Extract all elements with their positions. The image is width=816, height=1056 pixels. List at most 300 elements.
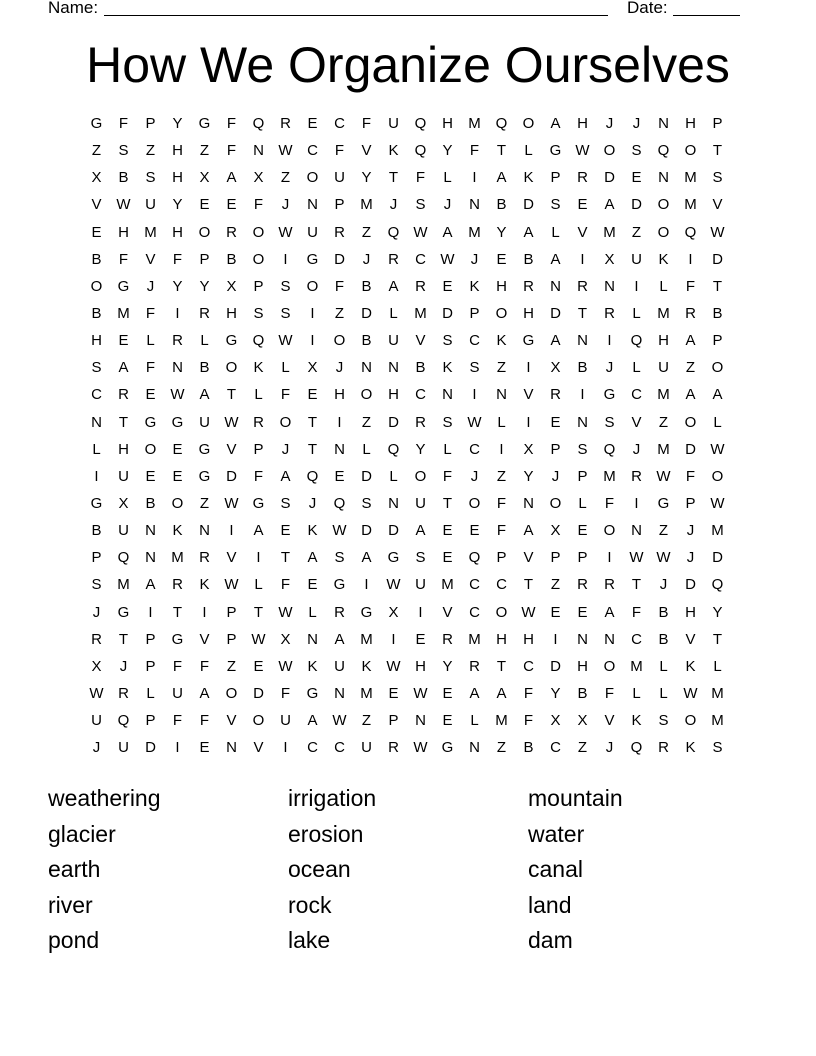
grid-letter[interactable]: G [225, 332, 238, 350]
grid-letter[interactable]: S [280, 494, 291, 512]
grid-letter[interactable]: P [334, 196, 345, 214]
grid-letter[interactable]: G [549, 142, 562, 160]
grid-letter[interactable]: V [415, 332, 426, 350]
grid-letter[interactable]: N [442, 386, 453, 404]
grid-letter[interactable]: U [334, 169, 345, 187]
grid-letter[interactable]: G [333, 576, 346, 594]
name-blank-line[interactable] [104, 15, 608, 16]
grid-letter[interactable]: D [712, 250, 723, 268]
grid-letter[interactable]: O [90, 277, 103, 295]
grid-letter[interactable]: A [415, 522, 426, 540]
grid-letter[interactable]: F [334, 277, 345, 295]
date-blank-line[interactable] [673, 15, 740, 16]
grid-letter[interactable]: E [415, 630, 426, 648]
grid-letter[interactable]: L [659, 277, 668, 295]
grid-letter[interactable]: I [229, 522, 234, 540]
grid-letter[interactable]: W [521, 603, 536, 621]
grid-letter[interactable]: D [361, 522, 372, 540]
grid-letter[interactable]: S [280, 277, 291, 295]
grid-letter[interactable]: F [604, 684, 615, 702]
grid-letter[interactable]: N [253, 142, 264, 160]
grid-letter[interactable]: C [523, 657, 534, 675]
grid-letter[interactable]: J [281, 196, 290, 214]
grid-letter[interactable]: G [198, 467, 211, 485]
grid-letter[interactable]: W [278, 657, 293, 675]
grid-letter[interactable]: O [171, 494, 184, 512]
grid-letter[interactable]: T [712, 142, 723, 160]
grid-letter[interactable]: I [472, 169, 477, 187]
grid-letter[interactable]: A [199, 386, 210, 404]
grid-letter[interactable]: Q [306, 467, 319, 485]
grid-letter[interactable]: J [92, 739, 101, 757]
grid-letter[interactable]: R [442, 630, 453, 648]
grid-letter[interactable]: C [415, 250, 426, 268]
grid-letter[interactable]: F [253, 196, 264, 214]
grid-letter[interactable]: I [580, 250, 585, 268]
grid-letter[interactable]: Z [361, 712, 372, 730]
grid-letter[interactable]: U [631, 250, 642, 268]
grid-letter[interactable]: Z [334, 304, 345, 322]
grid-letter[interactable]: E [172, 440, 183, 458]
grid-letter[interactable]: O [522, 115, 535, 132]
grid-letter[interactable]: Y [172, 277, 183, 295]
grid-letter[interactable]: B [658, 603, 669, 621]
grid-letter[interactable]: L [389, 304, 398, 322]
grid-letter[interactable]: P [685, 494, 696, 512]
grid-letter[interactable]: M [657, 304, 670, 322]
grid-letter[interactable]: J [605, 739, 614, 757]
grid-letter[interactable]: H [658, 332, 669, 350]
grid-letter[interactable]: L [470, 712, 479, 730]
grid-letter[interactable]: R [577, 277, 588, 295]
grid-letter[interactable]: H [415, 657, 426, 675]
grid-letter[interactable]: E [307, 115, 318, 132]
grid-letter[interactable]: D [631, 196, 642, 214]
grid-letter[interactable]: T [442, 494, 453, 512]
grid-letter[interactable]: G [441, 739, 454, 757]
grid-letter[interactable]: F [280, 386, 291, 404]
grid-letter[interactable]: C [631, 630, 642, 648]
grid-letter[interactable]: A [523, 522, 534, 540]
grid-letter[interactable]: W [386, 576, 401, 594]
grid-letter[interactable]: O [603, 522, 616, 540]
grid-letter[interactable]: Z [631, 223, 642, 241]
grid-letter[interactable]: M [117, 576, 130, 594]
grid-letter[interactable]: O [252, 223, 265, 241]
grid-letter[interactable]: F [172, 712, 183, 730]
grid-letter[interactable]: J [362, 250, 371, 268]
grid-letter[interactable]: R [685, 304, 696, 322]
grid-letter[interactable]: M [468, 115, 481, 132]
grid-letter[interactable]: E [145, 386, 156, 404]
grid-letter[interactable]: N [523, 494, 534, 512]
grid-letter[interactable]: F [118, 115, 129, 132]
grid-letter[interactable]: L [146, 332, 155, 350]
grid-letter[interactable]: C [415, 386, 426, 404]
grid-letter[interactable]: F [280, 684, 291, 702]
grid-letter[interactable]: Q [603, 440, 616, 458]
grid-letter[interactable]: T [118, 413, 129, 431]
grid-letter[interactable]: W [683, 684, 698, 702]
grid-letter[interactable]: I [688, 250, 693, 268]
grid-letter[interactable]: T [118, 630, 129, 648]
grid-letter[interactable]: H [496, 630, 507, 648]
grid-letter[interactable]: Y [361, 169, 372, 187]
grid-letter[interactable]: I [310, 304, 315, 322]
grid-letter[interactable]: N [658, 115, 669, 132]
grid-letter[interactable]: I [94, 467, 99, 485]
grid-letter[interactable]: N [307, 630, 318, 648]
grid-letter[interactable]: V [523, 386, 534, 404]
grid-letter[interactable]: Z [685, 359, 696, 377]
grid-letter[interactable]: D [550, 657, 561, 675]
grid-letter[interactable]: N [577, 630, 588, 648]
grid-letter[interactable]: J [308, 494, 317, 512]
grid-letter[interactable]: A [307, 712, 318, 730]
grid-letter[interactable]: Z [199, 494, 210, 512]
grid-letter[interactable]: O [657, 196, 670, 214]
grid-letter[interactable]: M [684, 169, 697, 187]
grid-letter[interactable]: H [577, 657, 588, 675]
grid-letter[interactable]: W [413, 684, 428, 702]
grid-letter[interactable]: T [712, 630, 723, 648]
grid-letter[interactable]: D [361, 304, 372, 322]
grid-letter[interactable]: X [523, 440, 534, 458]
grid-letter[interactable]: N [577, 413, 588, 431]
grid-letter[interactable]: F [496, 522, 507, 540]
grid-letter[interactable]: N [631, 522, 642, 540]
grid-letter[interactable]: A [496, 169, 507, 187]
grid-letter[interactable]: E [442, 684, 453, 702]
grid-letter[interactable]: R [280, 115, 291, 132]
grid-letter[interactable]: W [170, 386, 185, 404]
grid-letter[interactable]: G [603, 386, 616, 404]
grid-letter[interactable]: O [684, 413, 697, 431]
grid-letter[interactable]: P [145, 712, 156, 730]
grid-letter[interactable]: I [148, 603, 153, 621]
grid-letter[interactable]: R [172, 576, 183, 594]
grid-letter[interactable]: E [226, 196, 237, 214]
grid-letter[interactable]: W [89, 684, 104, 702]
grid-letter[interactable]: S [91, 359, 102, 377]
grid-letter[interactable]: L [551, 223, 560, 241]
grid-letter[interactable]: O [198, 223, 211, 241]
grid-letter[interactable]: V [712, 196, 723, 214]
grid-letter[interactable]: C [469, 332, 480, 350]
grid-letter[interactable]: N [334, 684, 345, 702]
grid-letter[interactable]: A [604, 603, 615, 621]
grid-letter[interactable]: I [202, 603, 207, 621]
grid-letter[interactable]: B [523, 739, 534, 757]
grid-letter[interactable]: L [497, 413, 506, 431]
grid-letter[interactable]: T [577, 304, 588, 322]
grid-letter[interactable]: U [118, 522, 129, 540]
grid-letter[interactable]: O [414, 467, 427, 485]
grid-letter[interactable]: A [604, 196, 615, 214]
grid-letter[interactable]: S [604, 413, 615, 431]
grid-letter[interactable]: B [361, 277, 372, 295]
grid-letter[interactable]: D [685, 440, 696, 458]
grid-letter[interactable]: R [199, 549, 210, 567]
grid-letter[interactable]: Z [658, 413, 669, 431]
grid-letter[interactable]: R [172, 332, 183, 350]
grid-letter[interactable]: H [118, 440, 129, 458]
grid-letter[interactable]: O [306, 277, 319, 295]
grid-letter[interactable]: E [577, 196, 588, 214]
grid-letter[interactable]: L [92, 440, 101, 458]
grid-letter[interactable]: N [388, 359, 399, 377]
grid-letter[interactable]: E [388, 684, 399, 702]
grid-letter[interactable]: O [657, 223, 670, 241]
grid-letter[interactable]: E [442, 522, 453, 540]
grid-letter[interactable]: P [550, 549, 561, 567]
grid-letter[interactable]: F [604, 494, 615, 512]
grid-letter[interactable]: B [91, 522, 102, 540]
grid-letter[interactable]: C [334, 115, 345, 132]
grid-letter[interactable]: Y [496, 223, 507, 241]
grid-letter[interactable]: E [307, 576, 318, 594]
grid-letter[interactable]: H [172, 142, 183, 160]
grid-letter[interactable]: U [118, 739, 129, 757]
grid-letter[interactable]: Z [658, 522, 669, 540]
grid-letter[interactable]: N [496, 386, 507, 404]
grid-letter[interactable]: W [386, 657, 401, 675]
grid-letter[interactable]: Z [496, 739, 507, 757]
grid-letter[interactable]: P [577, 549, 588, 567]
grid-letter[interactable]: Z [280, 169, 291, 187]
grid-letter[interactable]: U [415, 494, 426, 512]
grid-letter[interactable]: V [631, 413, 642, 431]
grid-letter[interactable]: A [685, 386, 696, 404]
grid-letter[interactable]: M [495, 712, 508, 730]
grid-letter[interactable]: O [225, 359, 238, 377]
grid-letter[interactable]: J [146, 277, 155, 295]
grid-letter[interactable]: E [307, 386, 318, 404]
grid-letter[interactable]: L [389, 467, 398, 485]
grid-letter[interactable]: X [577, 712, 588, 730]
grid-letter[interactable]: W [629, 549, 644, 567]
grid-letter[interactable]: L [443, 440, 452, 458]
grid-letter[interactable]: L [281, 359, 290, 377]
grid-letter[interactable]: T [496, 657, 507, 675]
grid-letter[interactable]: L [524, 142, 533, 160]
grid-letter[interactable]: M [684, 196, 697, 214]
grid-letter[interactable]: U [388, 332, 399, 350]
grid-letter[interactable]: Z [496, 467, 507, 485]
grid-letter[interactable]: A [307, 549, 318, 567]
grid-letter[interactable]: O [252, 250, 265, 268]
grid-letter[interactable]: O [495, 304, 508, 322]
grid-letter[interactable]: X [280, 630, 291, 648]
grid-letter[interactable]: M [711, 712, 724, 730]
grid-letter[interactable]: C [469, 603, 480, 621]
grid-letter[interactable]: L [443, 169, 452, 187]
grid-letter[interactable]: N [604, 277, 615, 295]
grid-letter[interactable]: C [496, 576, 507, 594]
grid-letter[interactable]: W [656, 467, 671, 485]
grid-letter[interactable]: L [713, 413, 722, 431]
grid-letter[interactable]: F [253, 467, 264, 485]
grid-letter[interactable]: G [387, 549, 400, 567]
grid-letter[interactable]: Y [442, 657, 453, 675]
grid-letter[interactable]: X [604, 250, 615, 268]
grid-letter[interactable]: U [361, 739, 372, 757]
grid-letter[interactable]: F [145, 304, 156, 322]
grid-letter[interactable]: F [145, 359, 156, 377]
grid-letter[interactable]: C [469, 440, 480, 458]
grid-letter[interactable]: V [253, 739, 264, 757]
grid-letter[interactable]: I [391, 630, 396, 648]
grid-letter[interactable]: R [118, 684, 129, 702]
grid-letter[interactable]: J [335, 359, 344, 377]
grid-letter[interactable]: M [360, 684, 373, 702]
grid-letter[interactable]: F [469, 142, 480, 160]
grid-letter[interactable]: R [577, 576, 588, 594]
grid-letter[interactable]: K [523, 169, 534, 187]
grid-letter[interactable]: U [280, 712, 291, 730]
grid-letter[interactable]: N [577, 332, 588, 350]
grid-letter[interactable]: H [577, 115, 588, 132]
grid-letter[interactable]: E [199, 739, 210, 757]
grid-letter[interactable]: F [496, 494, 507, 512]
grid-letter[interactable]: G [117, 277, 130, 295]
grid-letter[interactable]: R [604, 304, 615, 322]
grid-letter[interactable]: H [172, 169, 183, 187]
grid-letter[interactable]: U [334, 657, 345, 675]
grid-letter[interactable]: S [118, 142, 129, 160]
grid-letter[interactable]: O [711, 359, 724, 377]
grid-letter[interactable]: F [226, 142, 237, 160]
grid-letter[interactable]: M [657, 386, 670, 404]
grid-letter[interactable]: E [577, 522, 588, 540]
grid-letter[interactable]: Q [495, 115, 508, 132]
grid-letter[interactable]: L [632, 684, 641, 702]
grid-letter[interactable]: E [550, 603, 561, 621]
grid-letter[interactable]: A [550, 332, 561, 350]
grid-letter[interactable]: W [278, 223, 293, 241]
grid-letter[interactable]: D [712, 549, 723, 567]
grid-letter[interactable]: O [684, 142, 697, 160]
grid-letter[interactable]: S [550, 196, 561, 214]
grid-letter[interactable]: H [91, 332, 102, 350]
grid-letter[interactable]: J [470, 467, 479, 485]
grid-letter[interactable]: F [523, 684, 534, 702]
grid-letter[interactable]: A [442, 223, 453, 241]
grid-letter[interactable]: S [577, 440, 588, 458]
grid-letter[interactable]: E [469, 522, 480, 540]
grid-letter[interactable]: H [523, 630, 534, 648]
grid-letter[interactable]: K [307, 657, 318, 675]
grid-letter[interactable]: O [144, 440, 157, 458]
grid-letter[interactable]: H [523, 304, 534, 322]
grid-letter[interactable]: O [468, 494, 481, 512]
grid-letter[interactable]: T [172, 603, 183, 621]
grid-letter[interactable]: Q [684, 223, 697, 241]
grid-letter[interactable]: H [496, 277, 507, 295]
grid-letter[interactable]: N [361, 359, 372, 377]
grid-letter[interactable]: T [496, 142, 507, 160]
grid-letter[interactable]: R [199, 304, 210, 322]
grid-letter[interactable]: I [337, 413, 342, 431]
grid-letter[interactable]: S [442, 413, 453, 431]
grid-letter[interactable]: U [199, 413, 210, 431]
grid-letter[interactable]: S [712, 739, 723, 757]
grid-letter[interactable]: R [91, 630, 102, 648]
grid-letter[interactable]: V [577, 223, 588, 241]
grid-letter[interactable]: U [91, 712, 102, 730]
grid-letter[interactable]: F [442, 467, 453, 485]
grid-letter[interactable]: I [580, 386, 585, 404]
grid-letter[interactable]: S [415, 549, 426, 567]
grid-letter[interactable]: N [145, 549, 156, 567]
grid-letter[interactable]: B [496, 196, 507, 214]
grid-letter[interactable]: J [119, 657, 128, 675]
grid-letter[interactable]: F [523, 712, 534, 730]
grid-letter[interactable]: W [440, 250, 455, 268]
grid-letter[interactable]: G [657, 494, 670, 512]
grid-letter[interactable]: K [496, 332, 507, 350]
grid-letter[interactable]: E [442, 277, 453, 295]
grid-letter[interactable]: N [604, 630, 615, 648]
grid-letter[interactable]: A [361, 549, 372, 567]
grid-letter[interactable]: Q [414, 115, 427, 132]
grid-letter[interactable]: E [442, 712, 453, 730]
grid-letter[interactable]: I [607, 549, 612, 567]
grid-letter[interactable]: F [172, 657, 183, 675]
grid-letter[interactable]: Q [630, 739, 643, 757]
grid-letter[interactable]: X [550, 712, 561, 730]
grid-letter[interactable]: C [469, 576, 480, 594]
grid-letter[interactable]: D [442, 304, 453, 322]
grid-letter[interactable]: H [226, 304, 237, 322]
grid-letter[interactable]: I [310, 332, 315, 350]
grid-letter[interactable]: K [685, 739, 696, 757]
grid-letter[interactable]: F [685, 467, 696, 485]
grid-letter[interactable]: L [254, 386, 263, 404]
grid-letter[interactable]: Y [172, 196, 183, 214]
grid-letter[interactable]: V [604, 712, 615, 730]
grid-letter[interactable]: E [577, 603, 588, 621]
grid-letter[interactable]: X [550, 522, 561, 540]
grid-letter[interactable]: P [145, 115, 156, 132]
grid-letter[interactable]: V [685, 630, 696, 648]
grid-letter[interactable]: T [280, 549, 291, 567]
grid-letter[interactable]: C [550, 739, 561, 757]
grid-letter[interactable]: I [175, 304, 180, 322]
grid-letter[interactable]: T [712, 277, 723, 295]
grid-letter[interactable]: P [253, 440, 264, 458]
grid-letter[interactable]: L [362, 440, 371, 458]
grid-letter[interactable]: L [254, 576, 263, 594]
grid-letter[interactable]: I [634, 277, 639, 295]
grid-letter[interactable]: Y [172, 115, 183, 132]
grid-letter[interactable]: O [603, 142, 616, 160]
grid-letter[interactable]: G [252, 494, 265, 512]
grid-letter[interactable]: M [603, 223, 616, 241]
grid-letter[interactable]: K [658, 250, 669, 268]
grid-letter[interactable]: B [658, 630, 669, 648]
grid-letter[interactable]: L [659, 657, 668, 675]
grid-letter[interactable]: H [442, 115, 453, 132]
grid-letter[interactable]: I [472, 386, 477, 404]
grid-letter[interactable]: Q [414, 142, 427, 160]
grid-letter[interactable]: P [550, 169, 561, 187]
grid-letter[interactable]: J [551, 467, 560, 485]
grid-letter[interactable]: A [253, 522, 264, 540]
grid-letter[interactable]: W [467, 413, 482, 431]
grid-letter[interactable]: E [631, 169, 642, 187]
grid-letter[interactable]: M [468, 223, 481, 241]
